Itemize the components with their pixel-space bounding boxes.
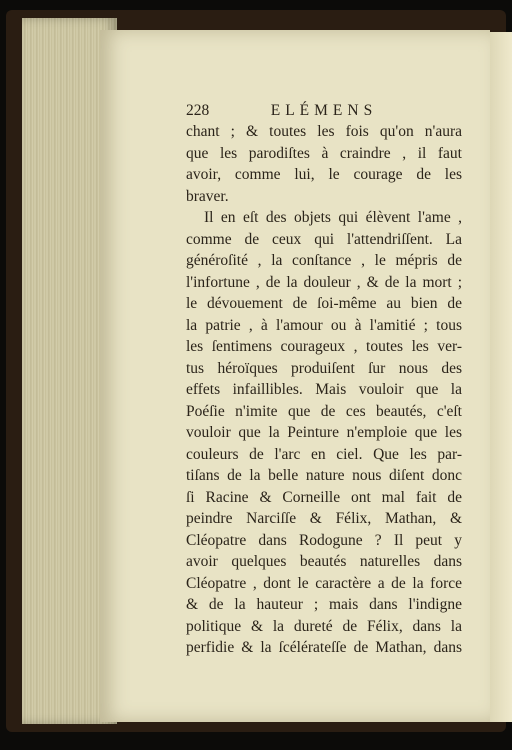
text-line: braver. bbox=[186, 187, 229, 205]
text-line: Poéſie n'imite que de ces beautés, c'eſt bbox=[186, 402, 462, 420]
text-line: Cléopatre dans Rodogune ? Il peut y bbox=[186, 531, 462, 549]
text-line: ſi Racine & Corneille ont mal fait de bbox=[186, 488, 462, 506]
page-text bbox=[186, 100, 462, 659]
right-page-edge bbox=[490, 32, 512, 722]
page-header bbox=[186, 100, 462, 121]
text-line: tus héroïques produiſent ſur nous des bbox=[186, 359, 462, 377]
text-line: la patrie , à l'amour ou à l'amitié ; tous bbox=[186, 316, 462, 334]
running-head: ELÉMENS bbox=[270, 102, 378, 119]
text-line: vouloir que la Peinture n'emploie que les bbox=[186, 424, 462, 441]
text-line: Cléopatre , dont le caractère a de la force bbox=[186, 574, 462, 592]
text-line: Il en eſt des objets qui élèvent l'ame , bbox=[204, 209, 462, 226]
text-line: politique & la dureté de Félix, dans la bbox=[186, 617, 462, 635]
text-line: le dévouement de ſoi-même au bien de bbox=[186, 295, 462, 312]
text-line: l'infortune , de la douleur , & de la mort ; bbox=[186, 273, 462, 291]
text-line: comme de ceux qui l'attendriſſent. La bbox=[186, 230, 462, 248]
text-line: effets infaillibles. Mais vouloir que la bbox=[186, 381, 462, 398]
text-line: perfidie & la ſcélérateſſe de Mathan, dans bbox=[186, 639, 462, 656]
text-line: tiſans de la belle nature nous diſent donc bbox=[186, 467, 462, 484]
text-line: généroſité , la conſtance , le mépris de bbox=[186, 252, 462, 269]
text-line: les ſentimens courageux , toutes les ver- bbox=[186, 338, 462, 355]
text-line: avoir quelques beautés naturelles dans bbox=[186, 553, 462, 570]
text-line: chant ; & toutes les fois qu'on n'aura bbox=[186, 123, 462, 140]
text-line: peindre Narciſſe & Félix, Mathan, & bbox=[186, 510, 462, 527]
text-line: couleurs de l'arc en ciel. Que les par- bbox=[186, 445, 462, 463]
page-number: 228 bbox=[186, 102, 210, 119]
text-line: & de la hauteur ; mais dans l'indigne bbox=[186, 596, 462, 613]
text-line: que les parodiſtes à craindre , il faut bbox=[186, 144, 462, 162]
text-line: avoir, comme lui, le courage de les bbox=[186, 166, 462, 183]
